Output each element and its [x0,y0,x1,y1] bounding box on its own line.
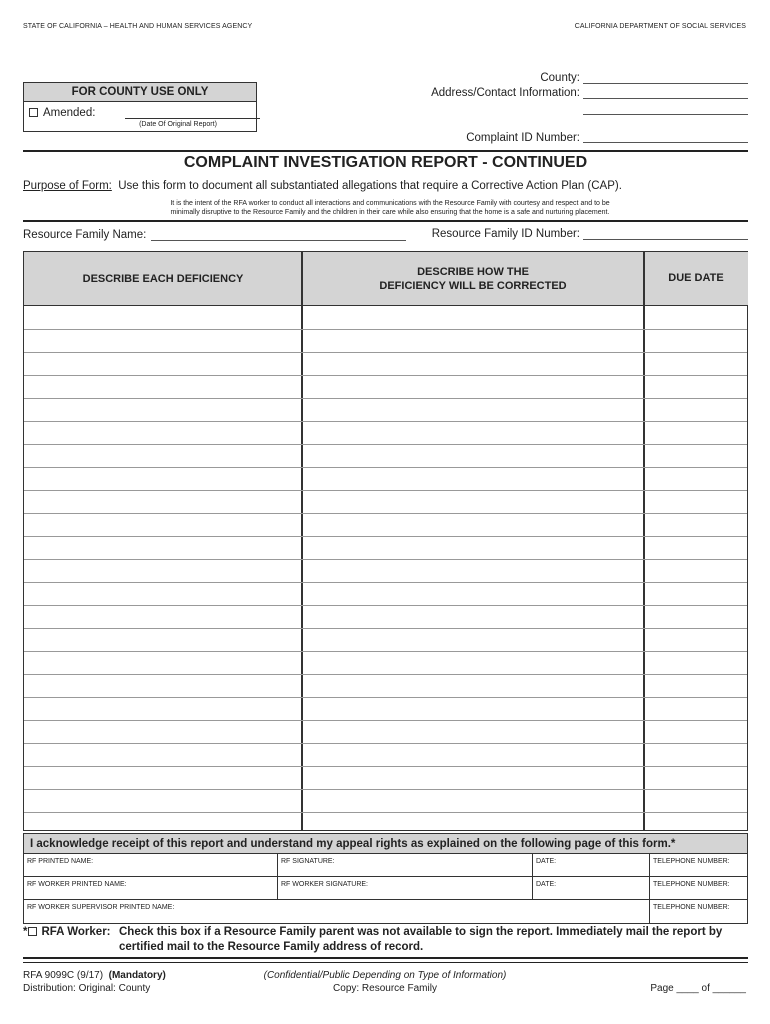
worker-telephone-field[interactable]: TELEPHONE NUMBER: [649,877,747,899]
header-correction-line-1: DESCRIBE HOW THE [417,265,529,278]
purpose-body: Use this form to document all substantiated allegations that require a Corrective Action Plan (CAP). [118,180,622,192]
complaint-id-label: Complaint ID Number: [466,132,580,144]
worker-date-field[interactable]: DATE: [532,877,649,899]
table-row-line[interactable] [24,490,747,491]
header-deficiency [24,252,302,306]
form-mandatory: (Mandatory) [108,970,166,981]
address-field[interactable] [583,98,748,99]
original-date-caption: (Date Of Original Report) [139,121,217,128]
table-row-line[interactable] [24,398,747,399]
table-row-line[interactable] [24,582,747,583]
county-label: County: [540,72,580,84]
amended-row [29,107,95,119]
intent-statement [150,199,630,217]
amended-checkbox[interactable] [29,108,38,117]
complaint-id-field[interactable] [583,142,748,143]
rf-date-field[interactable]: DATE: [532,854,649,876]
intent-bottom-rule [23,220,748,222]
table-row-line[interactable] [24,605,747,606]
rf-telephone-field[interactable]: TELEPHONE NUMBER: [649,854,747,876]
rf-printed-name-field[interactable]: RF PRINTED NAME: [27,858,94,865]
signature-row-worker [24,877,747,900]
table-row-line[interactable] [24,628,747,629]
page-title: COMPLAINT INVESTIGATION REPORT - CONTINUED [183,154,588,171]
table-row-line[interactable] [24,536,747,537]
header-correction [303,252,643,306]
rfa-worker-note [23,925,748,955]
signature-row-supervisor [24,900,747,923]
rf-signature-field[interactable]: RF SIGNATURE: [277,854,532,876]
table-row-line[interactable] [24,421,747,422]
header-due-date [644,252,748,306]
rfa-worker-label: RFA Worker: [41,926,111,938]
confidential-note: (Confidential/Public Depending on Type of Information) [263,970,507,981]
department-header: CALIFORNIA DEPARTMENT OF SOCIAL SERVICES [574,23,746,30]
rfa-worker-note-line-2: certified mail to the Resource Family address of record. [119,941,424,953]
worker-signature-field[interactable]: RF WORKER SIGNATURE: [277,877,532,899]
supervisor-printed-name-field[interactable]: RF WORKER SUPERVISOR PRINTED NAME: [27,904,175,911]
table-row-line[interactable] [24,513,747,514]
family-id-label: Resource Family ID Number: [431,228,580,240]
form-id-code: RFA 9099C (9/17) [23,970,104,981]
table-row-line[interactable] [24,467,747,468]
table-row-line[interactable] [24,329,747,330]
footer-rule-thin [23,962,748,963]
table-row-line[interactable] [24,720,747,721]
amended-date-field[interactable] [125,118,260,119]
rfa-worker-note-line-1-row [23,925,748,940]
table-row-line[interactable] [24,651,747,652]
purpose-text [23,180,622,192]
supervisor-telephone-field[interactable]: TELEPHONE NUMBER: [649,900,747,923]
header-due-date-label: DUE DATE [668,272,724,284]
family-name-label: Resource Family Name: [23,229,147,241]
copy-distribution: Copy: Resource Family [333,983,437,994]
header-deficiency-label: DESCRIBE EACH DEFICIENCY [82,272,244,285]
address-field-2[interactable] [583,114,748,115]
footer-rule-thick [23,957,748,959]
rfa-worker-note-line-1: Check this box if a Resource Family parent was not available to sign the report. Immediately mail the report by [119,926,723,938]
purpose-label: Purpose of Form: [23,180,112,192]
amended-label: Amended: [43,107,96,119]
table-row-line[interactable] [24,559,747,560]
table-row-line[interactable] [24,352,747,353]
county-field[interactable] [583,83,748,84]
table-row-line[interactable] [24,812,747,813]
family-name-field[interactable] [151,240,406,241]
distribution: Distribution: Original: County [23,983,151,994]
acknowledgment-title: I acknowledge receipt of this report and understand my appeal rights as explained on the following page of this form.* [24,834,747,854]
page-number: Page ____ of ______ [650,983,746,994]
table-row-line[interactable] [24,697,747,698]
family-id-field[interactable] [583,239,748,240]
intent-line-2: minimally disruptive to the Resource Family and the children in their care while also ensuring that the home is a safe and nurturing placement. [170,209,610,216]
county-use-title: FOR COUNTY USE ONLY [24,83,256,102]
table-row-line[interactable] [24,444,747,445]
county-use-box [23,82,257,132]
title-top-rule [23,150,748,152]
address-label: Address/Contact Information: [431,87,580,99]
agency-header: STATE OF CALIFORNIA – HEALTH AND HUMAN SERVICES AGENCY [23,23,253,30]
intent-line-1: It is the intent of the RFA worker to conduct all interactions and communications with the Resource Family with courtesy and respect and to be [170,200,610,207]
form-id [23,970,166,981]
table-row-line[interactable] [24,743,747,744]
table-row-line[interactable] [24,375,747,376]
acknowledgment-block [23,833,748,924]
header-correction-line-2: DEFICIENCY WILL BE CORRECTED [379,279,567,292]
table-row-line[interactable] [24,789,747,790]
worker-printed-name-field[interactable]: RF WORKER PRINTED NAME: [27,881,127,888]
signature-row-rf [24,854,747,877]
deficiency-table [23,251,748,831]
table-row-line[interactable] [24,766,747,767]
worker-note-asterisk: * [23,926,28,938]
rfa-worker-checkbox[interactable] [28,927,37,936]
table-row-line[interactable] [24,674,747,675]
